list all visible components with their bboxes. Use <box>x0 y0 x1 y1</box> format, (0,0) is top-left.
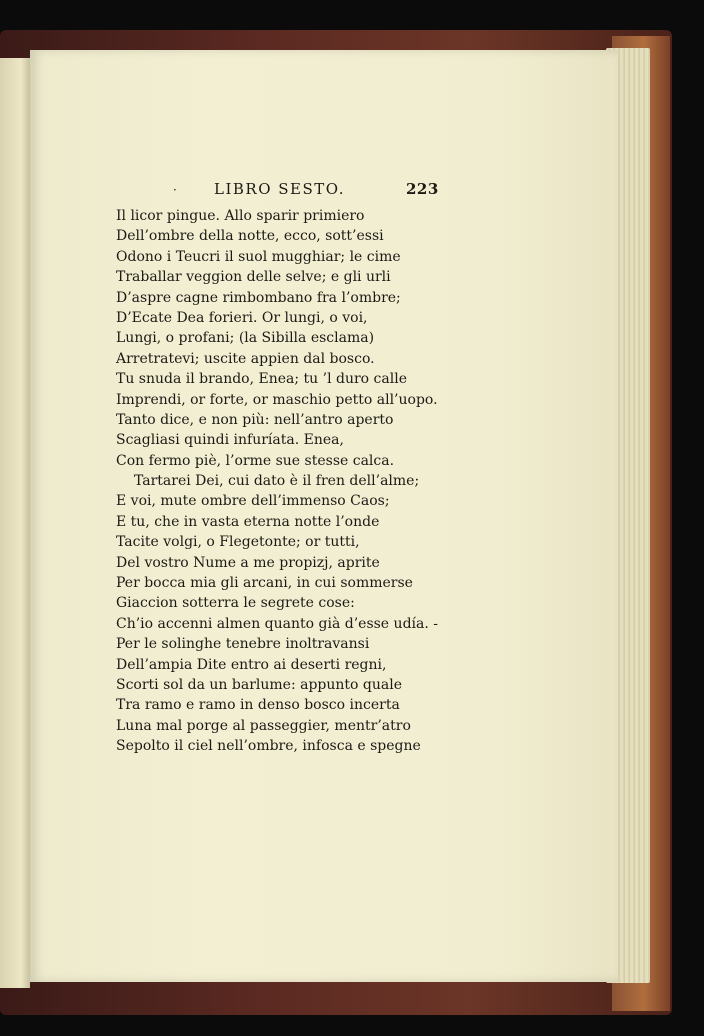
poem-line: Odono i Teucri il suol mugghiar; le cime <box>116 248 401 265</box>
poem-line: E tu, che in vasta eterna notte l’onde <box>116 513 380 530</box>
poem-line: Sepolto il ciel nell’ombre, infosca e spegne <box>116 738 421 755</box>
poem-line: Arretratevi; uscite appien dal bosco. <box>116 350 375 367</box>
poem-line: Dell’ombre della notte, ecco, sott’essi <box>116 228 384 245</box>
poem-line: Per le solinghe tenebre inoltravansi <box>116 636 370 653</box>
poem-line: Traballar veggion delle selve; e gli urli <box>116 269 391 286</box>
poem-line: Del vostro Nume a me propizj, aprite <box>116 554 380 571</box>
poem-line: Tu snuda il brando, Enea; tu ’l duro calle <box>116 371 407 388</box>
poem-line: Scagliasi quindi infuríata. Enea, <box>116 432 344 449</box>
running-header <box>170 180 345 198</box>
left-page-edge <box>0 58 30 988</box>
page-number: 223 <box>406 180 439 198</box>
poem-line: Luna mal porge al passeggier, mentr’atro <box>116 717 411 734</box>
running-header-title: LIBRO SESTO. <box>214 180 345 198</box>
poem-line: Lungi, o profani; (la Sibilla esclama) <box>116 330 375 347</box>
poem-line: Tanto dice, e non più: nell’antro aperto <box>116 411 394 428</box>
poem-line: Giaccion sotterra le segrete cose: <box>116 595 355 612</box>
poem-line: Per bocca mia gli arcani, in cui sommerse <box>116 575 413 592</box>
poem-line: D’aspre cagne rimbombano fra l’ombre; <box>116 289 401 306</box>
header-dot: · <box>173 183 177 197</box>
poem-line: Con fermo piè, l’orme sue stesse calca. <box>116 452 395 469</box>
poem-line: Ch’io accenni almen quanto già d’esse udía. - <box>116 615 438 632</box>
poem-line: Dell’ampia Dite entro ai deserti regni, <box>116 656 387 673</box>
poem-line: Imprendi, or forte, or maschio petto all’uopo. <box>116 391 438 408</box>
poem-line: Scorti sol da un barlume: appunto quale <box>116 676 403 693</box>
poem-text-block <box>116 206 436 757</box>
poem-line: E voi, mute ombre dell’immenso Caos; <box>116 493 390 510</box>
poem-line: D’Ecate Dea forieri. Or lungi, o voi, <box>116 309 368 326</box>
poem-line: Tartarei Dei, cui dato è il fren dell’alme; <box>134 473 420 490</box>
poem-line: Il licor pingue. Allo sparir primiero <box>116 208 365 224</box>
poem-line: Tra ramo e ramo in denso bosco incerta <box>116 697 400 714</box>
poem-line: Tacite volgi, o Flegetonte; or tutti, <box>116 534 360 551</box>
